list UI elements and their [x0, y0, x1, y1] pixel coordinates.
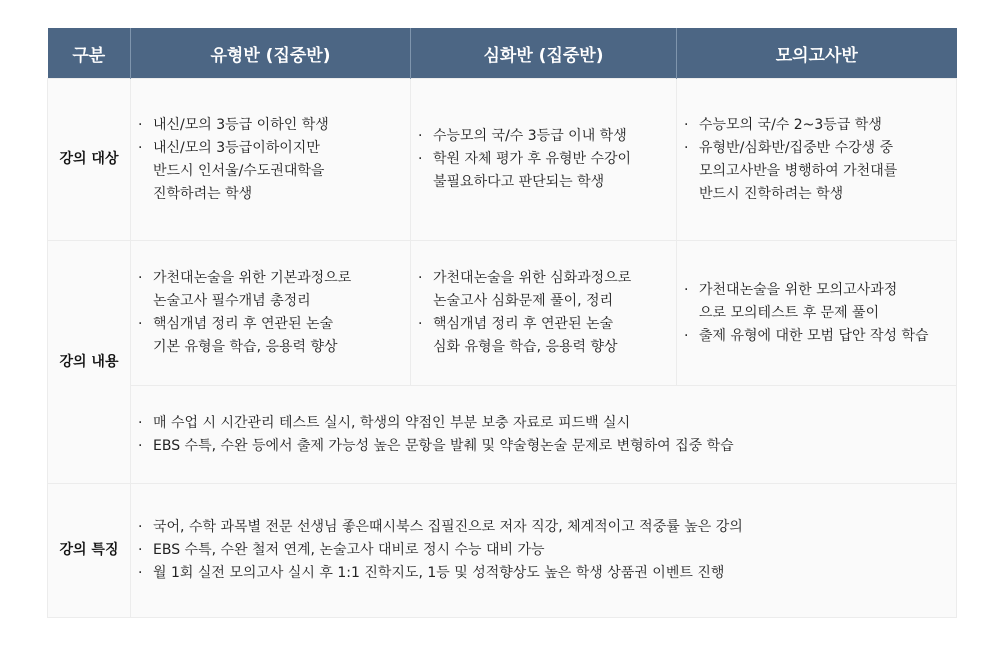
row-label-target: 강의 대상 [48, 79, 131, 241]
bullet-list [131, 516, 956, 585]
course-comparison-table [47, 28, 957, 618]
header-mock-exam-class: 모의고사반 [677, 28, 957, 79]
row-content-common [48, 386, 957, 484]
bullet-list [411, 267, 676, 359]
bullet-text: 핵심개념 정리 후 연관된 논술 심화 유형을 학습, 응용력 향상 [433, 316, 618, 355]
bullet-text: 가천대논술을 위한 모의고사과정 으로 모의테스트 후 문제 풀이 [699, 281, 898, 321]
bullet-item [417, 313, 670, 359]
bullet-dot-icon: · [138, 414, 143, 431]
bullet-item [683, 137, 950, 206]
bullet-dot-icon: · [138, 139, 143, 156]
bullet-text: 내신/모의 3등급이하이지만 반드시 인서울/수도권대학을 진학하려는 학생 [153, 139, 325, 202]
bullet-text: 매 수업 시 시간관리 테스트 실시, 학생의 약점인 부분 보충 자료로 피드백 실시 [153, 414, 631, 431]
bullet-item [137, 313, 404, 359]
bullet-dot-icon: · [684, 327, 689, 344]
bullet-text: 수능모의 국/수 3등급 이내 학생 [433, 128, 627, 144]
bullet-text: 수능모의 국/수 2~3등급 학생 [699, 116, 882, 133]
target-mock-exam-class-cell [677, 79, 957, 241]
bullet-item [137, 539, 950, 562]
bullet-item [683, 325, 950, 348]
header-row [48, 28, 957, 79]
bullet-item [417, 267, 670, 313]
bullet-dot-icon: · [684, 139, 689, 156]
bullet-list [131, 267, 410, 359]
bullet-text: 내신/모의 3등급 이하인 학생 [153, 116, 329, 133]
features-cell [131, 484, 957, 618]
bullet-text: 출제 유형에 대한 모범 답안 작성 학습 [699, 327, 929, 344]
target-advanced-class-cell [411, 79, 677, 241]
target-type-class-cell [131, 79, 411, 241]
bullet-dot-icon: · [684, 116, 689, 133]
header-category: 구분 [48, 28, 131, 79]
header-advanced-class: 심화반 (집중반) [411, 28, 677, 79]
content-type-class-cell [131, 241, 411, 386]
bullet-item [683, 279, 950, 325]
row-label-features: 강의 특징 [48, 484, 131, 618]
bullet-item [137, 137, 404, 206]
bullet-list [411, 125, 676, 194]
bullet-list [131, 114, 410, 206]
bullet-text: EBS 수특, 수완 철저 연계, 논술고사 대비로 정시 수능 대비 가능 [153, 542, 545, 558]
bullet-text: 핵심개념 정리 후 연관된 논술 기본 유형을 학습, 응용력 향상 [153, 316, 338, 355]
bullet-text: 가천대논술을 위한 심화과정으로 논술고사 심화문제 풀이, 정리 [433, 270, 632, 309]
row-content [48, 241, 957, 386]
content-advanced-class-cell [411, 241, 677, 386]
bullet-dot-icon: · [138, 437, 143, 454]
row-target [48, 79, 957, 241]
bullet-list [677, 279, 956, 348]
bullet-item [137, 412, 950, 435]
bullet-item [137, 562, 950, 585]
bullet-item [137, 114, 404, 137]
bullet-dot-icon: · [418, 270, 423, 286]
row-features [48, 484, 957, 618]
bullet-text: 국어, 수학 과목별 전문 선생님 좋은때시북스 집필진으로 저자 직강, 체계적이고 적중률 높은 강의 [153, 519, 743, 535]
row-label-content: 강의 내용 [48, 241, 131, 484]
content-common-cell [131, 386, 957, 484]
bullet-dot-icon: · [418, 151, 423, 167]
bullet-dot-icon: · [138, 316, 143, 332]
bullet-dot-icon: · [138, 519, 143, 535]
bullet-item [137, 516, 950, 539]
bullet-item [417, 125, 670, 148]
bullet-item [417, 148, 670, 194]
bullet-text: 월 1회 실전 모의고사 실시 후 1:1 진학지도, 1등 및 성적향상도 높은 학생 상품권 이벤트 진행 [153, 565, 725, 581]
bullet-dot-icon: · [684, 281, 689, 298]
bullet-list [131, 412, 956, 458]
bullet-item [683, 114, 950, 137]
bullet-dot-icon: · [138, 542, 143, 558]
bullet-text: EBS 수특, 수완 등에서 출제 가능성 높은 문항을 발췌 및 약술형논술 문제로 변형하여 집중 학습 [153, 437, 734, 454]
content-mock-exam-class-cell [677, 241, 957, 386]
bullet-item [137, 267, 404, 313]
bullet-text: 가천대논술을 위한 기본과정으로 논술고사 필수개념 총정리 [153, 270, 352, 309]
bullet-list [677, 114, 956, 206]
bullet-dot-icon: · [138, 270, 143, 286]
bullet-dot-icon: · [418, 316, 423, 332]
bullet-dot-icon: · [418, 128, 423, 144]
bullet-text: 유형반/심화반/집중반 수강생 중 모의고사반을 병행하여 가천대를 반드시 진학하려는 학생 [699, 139, 898, 202]
bullet-item [137, 435, 950, 458]
bullet-dot-icon: · [138, 565, 143, 581]
bullet-dot-icon: · [138, 116, 143, 133]
header-type-class: 유형반 (집중반) [131, 28, 411, 79]
bullet-text: 학원 자체 평가 후 유형반 수강이 불필요하다고 판단되는 학생 [433, 151, 632, 190]
